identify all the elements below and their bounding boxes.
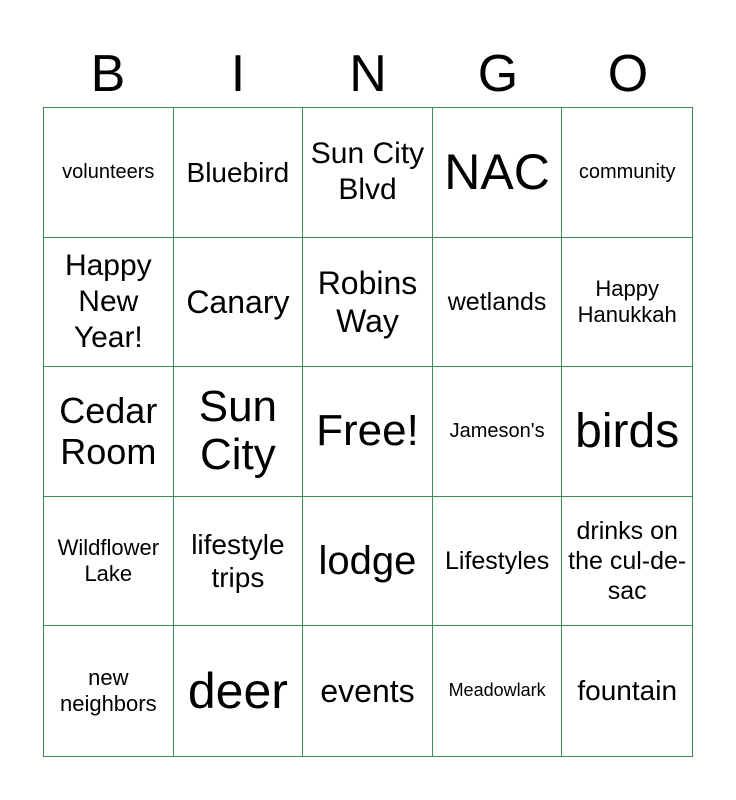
bingo-cell[interactable]: events (303, 626, 433, 756)
bingo-cell[interactable]: Robins Way (303, 238, 433, 368)
bingo-cell[interactable]: Cedar Room (44, 367, 174, 497)
header-letter-o: O (607, 45, 649, 103)
bingo-cell[interactable]: lodge (303, 497, 433, 627)
bingo-cell[interactable]: Lifestyles (433, 497, 563, 627)
bingo-cell[interactable]: Bluebird (174, 108, 304, 238)
bingo-cell[interactable]: community (562, 108, 692, 238)
bingo-cell[interactable]: wetlands (433, 238, 563, 368)
bingo-cell[interactable]: NAC (433, 108, 563, 238)
bingo-grid (43, 107, 693, 757)
bingo-cell[interactable]: Sun City (174, 367, 304, 497)
header-letter-g: G (477, 45, 519, 103)
bingo-cell[interactable]: fountain (577, 675, 678, 707)
bingo-cell[interactable]: Happy Hanukkah (562, 238, 692, 368)
bingo-cell[interactable]: Happy New Year! (44, 238, 174, 368)
bingo-cell[interactable]: lifestyle trips (174, 497, 304, 627)
bingo-cell[interactable]: volunteers (44, 108, 174, 238)
bingo-cell[interactable]: drinks on the cul-de-sac (562, 497, 692, 627)
free-space-cell[interactable]: Free! (303, 367, 433, 497)
header-letter-i: I (230, 45, 246, 103)
bingo-cell[interactable]: birds (562, 367, 692, 497)
bingo-cell[interactable]: Wildflower Lake (44, 497, 174, 627)
bingo-cell[interactable]: Sun City Blvd (303, 108, 433, 238)
bingo-cell[interactable]: new neighbors (44, 626, 174, 756)
header-letter-n: N (349, 45, 387, 103)
bingo-cell[interactable]: Jameson's (433, 367, 563, 497)
bingo-cell[interactable]: Canary (174, 238, 304, 368)
bingo-cell[interactable]: deer (174, 626, 304, 756)
bingo-header (43, 42, 693, 106)
header-letter-b: B (90, 45, 126, 103)
bingo-cell[interactable]: Meadowlark (433, 626, 563, 756)
